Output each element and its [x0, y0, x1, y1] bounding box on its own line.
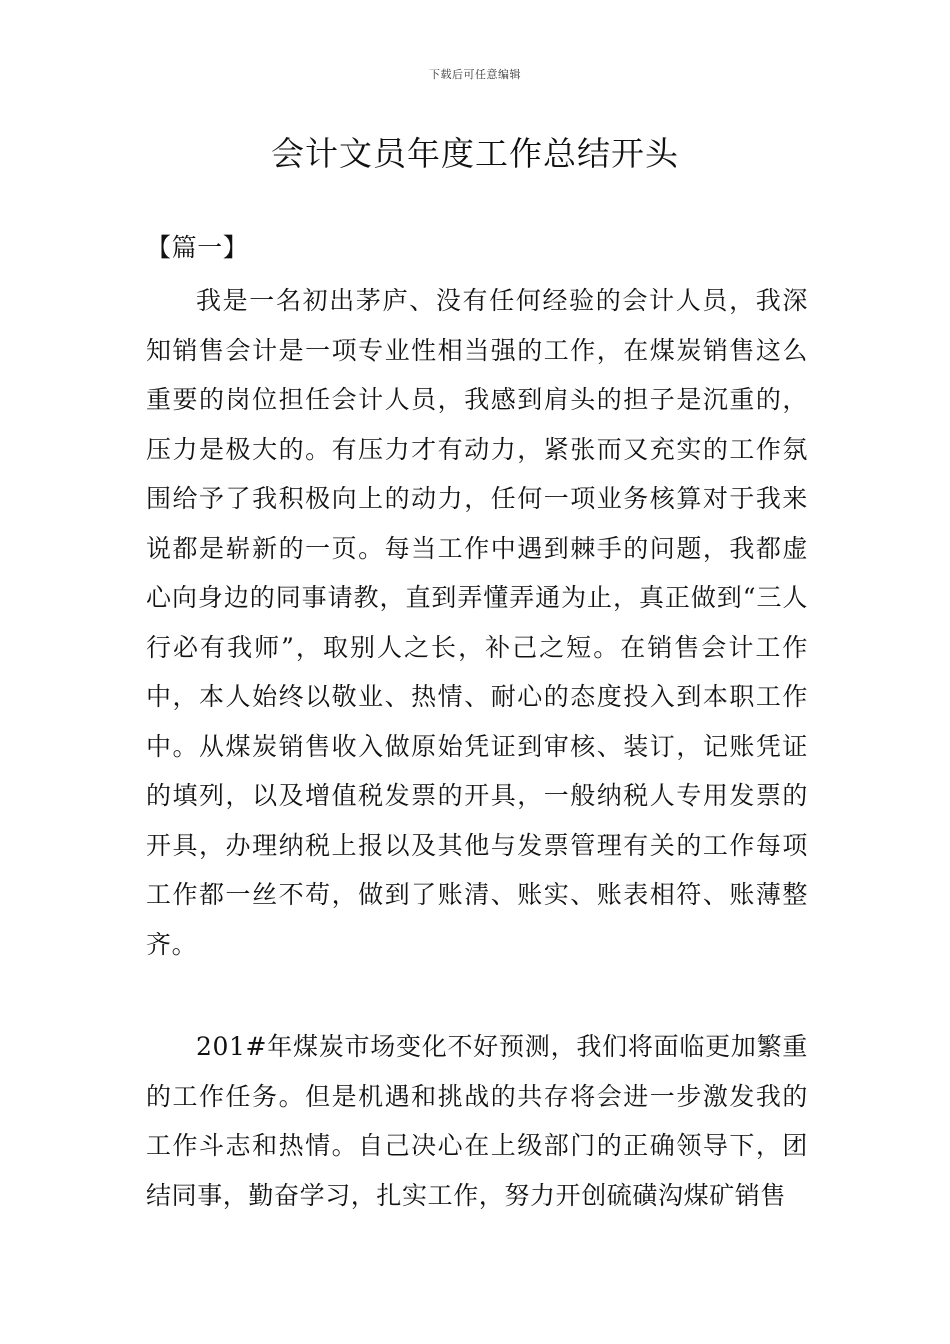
paragraph-text: 我是一名初出茅庐、没有任何经验的会计人员，我深知销售会计是一项专业性相当强的工作，在煤炭销售这么重要的岗位担任会计人员，我感到肩头的担子是沉重的，压力是极大的。有压力才有动力，紧张而又充实的工作氛围给予了我积极向上的动力，任何一项业务核算对于我来说都是崭新的一页。每当工作中遇到棘手的问题，我都虚心向身边的同事请教，直到弄懂弄通为止，真正做到“三人行必有我师”，取别人之长，补己之短。在销售会计工作中，本人始终以敬业、热情、耐心的态度投入到本职工作中。从煤炭销售收入做原始凭证到审核、装订，记账凭证的填列，以及增值税发票的开具，一般纳税人专用发票的开具，办理纳税上报以及其他与发票管理有关的工作每项工作都一丝不苟，做到了账清、账实、账表相符、账薄整齐。 [146, 286, 808, 959]
body-paragraph-2 [146, 1022, 808, 1220]
section-label: 【篇一】 [146, 233, 249, 262]
body-paragraph-1 [146, 276, 808, 969]
page-title: 会计文员年度工作总结开头 [271, 134, 679, 173]
paragraph-text: 201#年煤炭市场变化不好预测，我们将面临更加繁重的工作任务。但是机遇和挑战的共存将会进一步激发我的工作斗志和热情。自己决心在上级部门的正确领导下，团结同事，勤奋学习，扎实工作，努力开创硫磺沟煤矿销售 [146, 1032, 808, 1210]
header-note: 下载后可任意编辑 [429, 68, 521, 81]
